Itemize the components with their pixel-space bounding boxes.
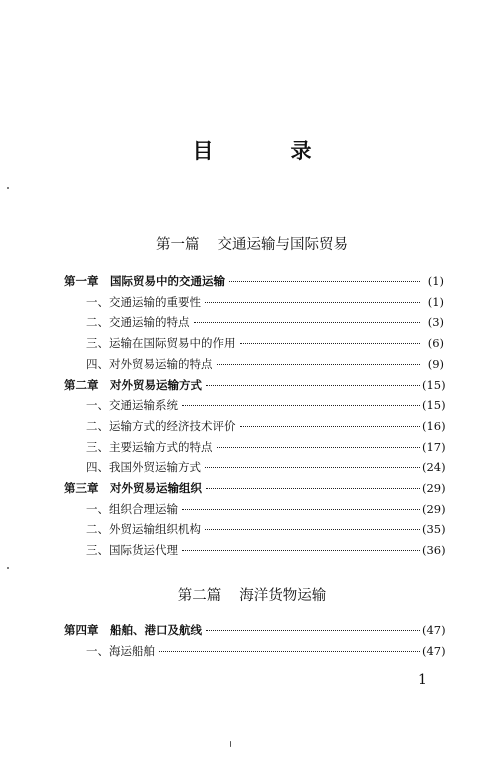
toc-section-entry [0, 312, 504, 332]
toc-entry-page: (24) [422, 460, 446, 475]
toc-entry-page: (16) [422, 418, 446, 433]
toc-section-entry [0, 395, 504, 415]
dot-leader [205, 467, 420, 468]
toc-entry-label: 第二章 对外贸易运输方式 [64, 377, 202, 392]
toc-chapter-entry [0, 375, 504, 395]
toc-entry-page: (47) [422, 623, 446, 637]
toc-section-entry [0, 333, 504, 353]
toc-entry-label: 一、海运船舶 [86, 643, 155, 658]
toc-entry-label: 三、国际货运代理 [86, 543, 178, 558]
toc-entry-page: (35) [422, 522, 446, 537]
dot-leader [217, 447, 420, 448]
scan-speck [7, 187, 9, 189]
scan-speck [230, 741, 231, 747]
toc-section-entry [0, 499, 504, 519]
toc-section-entry [0, 292, 504, 312]
dot-leader [206, 488, 420, 489]
toc-entry-page: (29) [422, 481, 446, 495]
toc-section-entry [0, 540, 504, 560]
toc-entry-label: 二、交通运输的特点 [86, 315, 190, 330]
dot-leader [206, 630, 420, 631]
dot-leader [182, 550, 420, 551]
part-title: 交通运输与国际贸易 [217, 237, 348, 253]
toc-entry-page: (47) [422, 643, 446, 658]
dot-leader [240, 343, 420, 344]
toc-chapter-entry [0, 620, 504, 640]
dot-leader [240, 426, 420, 427]
toc-entry-label: 四、对外贸易运输的特点 [86, 356, 213, 371]
dot-leader [229, 281, 420, 282]
toc-entry-page: (3) [427, 315, 444, 330]
toc-entry-label: 三、主要运输方式的特点 [86, 439, 213, 454]
toc-section-entry [0, 457, 504, 477]
part-heading-2 [0, 584, 504, 605]
toc-entry-page: (9) [427, 356, 444, 371]
toc-entry-label: 一、组织合理运输 [86, 501, 178, 516]
toc-entry-label: 四、我国外贸运输方式 [86, 460, 201, 475]
toc-entry-label: 二、运输方式的经济技术评价 [86, 418, 236, 433]
toc-entry-label: 第三章 对外贸易运输组织 [64, 481, 202, 495]
toc-section-entry [0, 354, 504, 374]
part-title: 海洋货物运输 [239, 588, 327, 604]
toc-entry-label: 三、运输在国际贸易中的作用 [86, 336, 236, 351]
dot-leader [182, 509, 420, 510]
scan-speck [7, 567, 9, 569]
toc-entry-label: 二、外贸运输组织机构 [86, 522, 201, 537]
toc-entry-page: (1) [427, 294, 444, 309]
dot-leader [205, 302, 420, 303]
toc-entry-label: 一、交通运输的重要性 [86, 294, 201, 309]
dot-leader [205, 529, 420, 530]
part-number: 第一篇 [156, 237, 200, 253]
toc-section-entry [0, 416, 504, 436]
toc-entry-page: (29) [422, 501, 446, 516]
toc-entry-page: (1) [427, 274, 444, 288]
dot-leader [217, 364, 420, 365]
toc-entry-page: (15) [422, 377, 446, 392]
toc-chapter-entry [0, 478, 504, 498]
toc-entry-page: (15) [422, 398, 446, 413]
toc-entry-label: 第一章 国际贸易中的交通运输 [64, 274, 225, 288]
page-title: 目 录 [192, 139, 340, 163]
toc-entry-label: 一、交通运输系统 [86, 398, 178, 413]
toc-section-entry [0, 437, 504, 457]
toc-section-entry [0, 519, 504, 539]
page-number: 1 [418, 672, 427, 688]
toc-entry-page: (17) [422, 439, 446, 454]
part-number: 第二篇 [177, 588, 222, 604]
dot-leader [194, 322, 420, 323]
dot-leader [159, 651, 420, 652]
toc-chapter-entry [0, 271, 504, 291]
toc-entry-page: (6) [427, 336, 444, 351]
dot-leader [182, 405, 420, 406]
toc-section-entry [0, 641, 504, 661]
toc-entry-label: 第四章 船舶、港口及航线 [64, 623, 202, 637]
toc-entry-page: (36) [422, 543, 446, 558]
dot-leader [206, 385, 420, 386]
part-heading-1 [0, 233, 504, 254]
